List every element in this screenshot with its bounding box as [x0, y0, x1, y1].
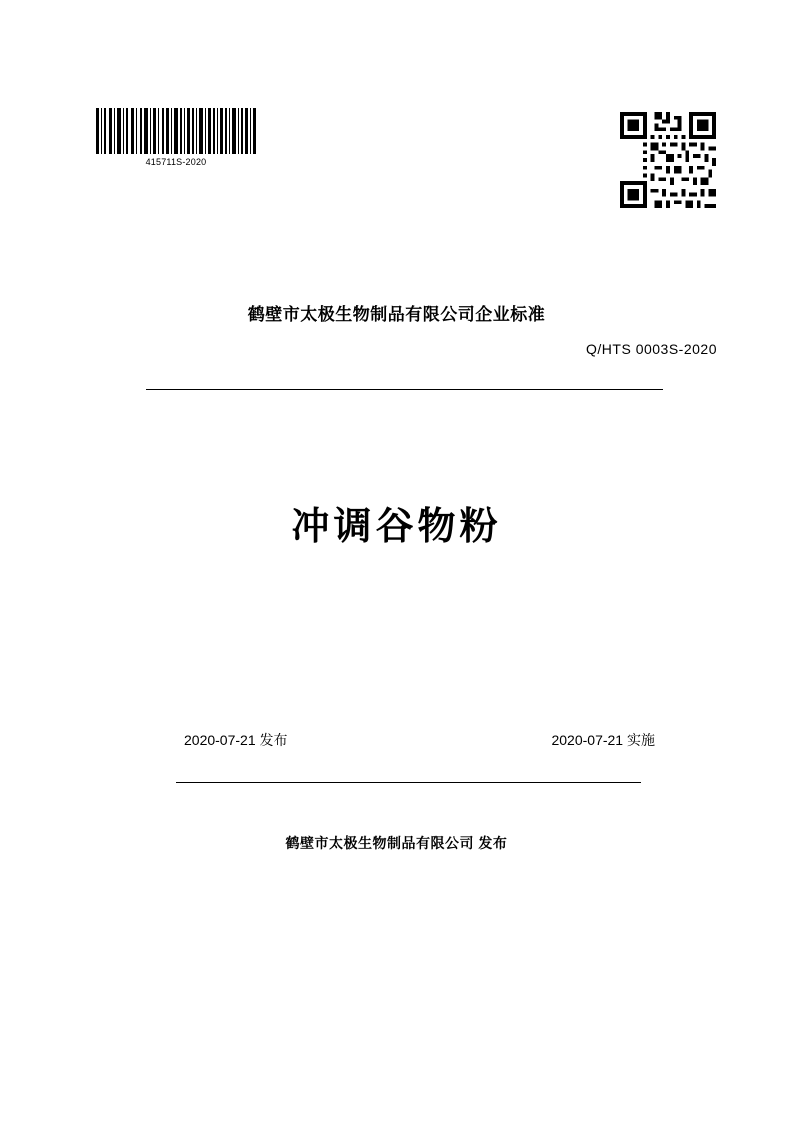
- barcode-icon: [96, 108, 256, 154]
- barcode-block: [96, 108, 256, 167]
- dates-row: [146, 730, 663, 750]
- publisher-line: 鹤壁市太极生物制品有限公司 发布: [285, 835, 508, 851]
- issue-date: 2020-07-21 发布: [184, 732, 288, 748]
- barcode-number: 415711S-2020: [145, 157, 207, 167]
- organization-standard-title: 鹤壁市太极生物制品有限公司企业标准: [247, 305, 546, 324]
- qr-code-icon: [620, 112, 716, 208]
- effective-date: 2020-07-21 实施: [551, 732, 655, 748]
- header-divider: [146, 389, 663, 390]
- footer-divider: [176, 782, 641, 783]
- page-title: 冲调谷物粉: [291, 506, 502, 548]
- qr-code-block: [620, 112, 716, 208]
- standard-header: [0, 300, 793, 357]
- standard-code: Q/HTS 0003S-2020: [586, 341, 717, 357]
